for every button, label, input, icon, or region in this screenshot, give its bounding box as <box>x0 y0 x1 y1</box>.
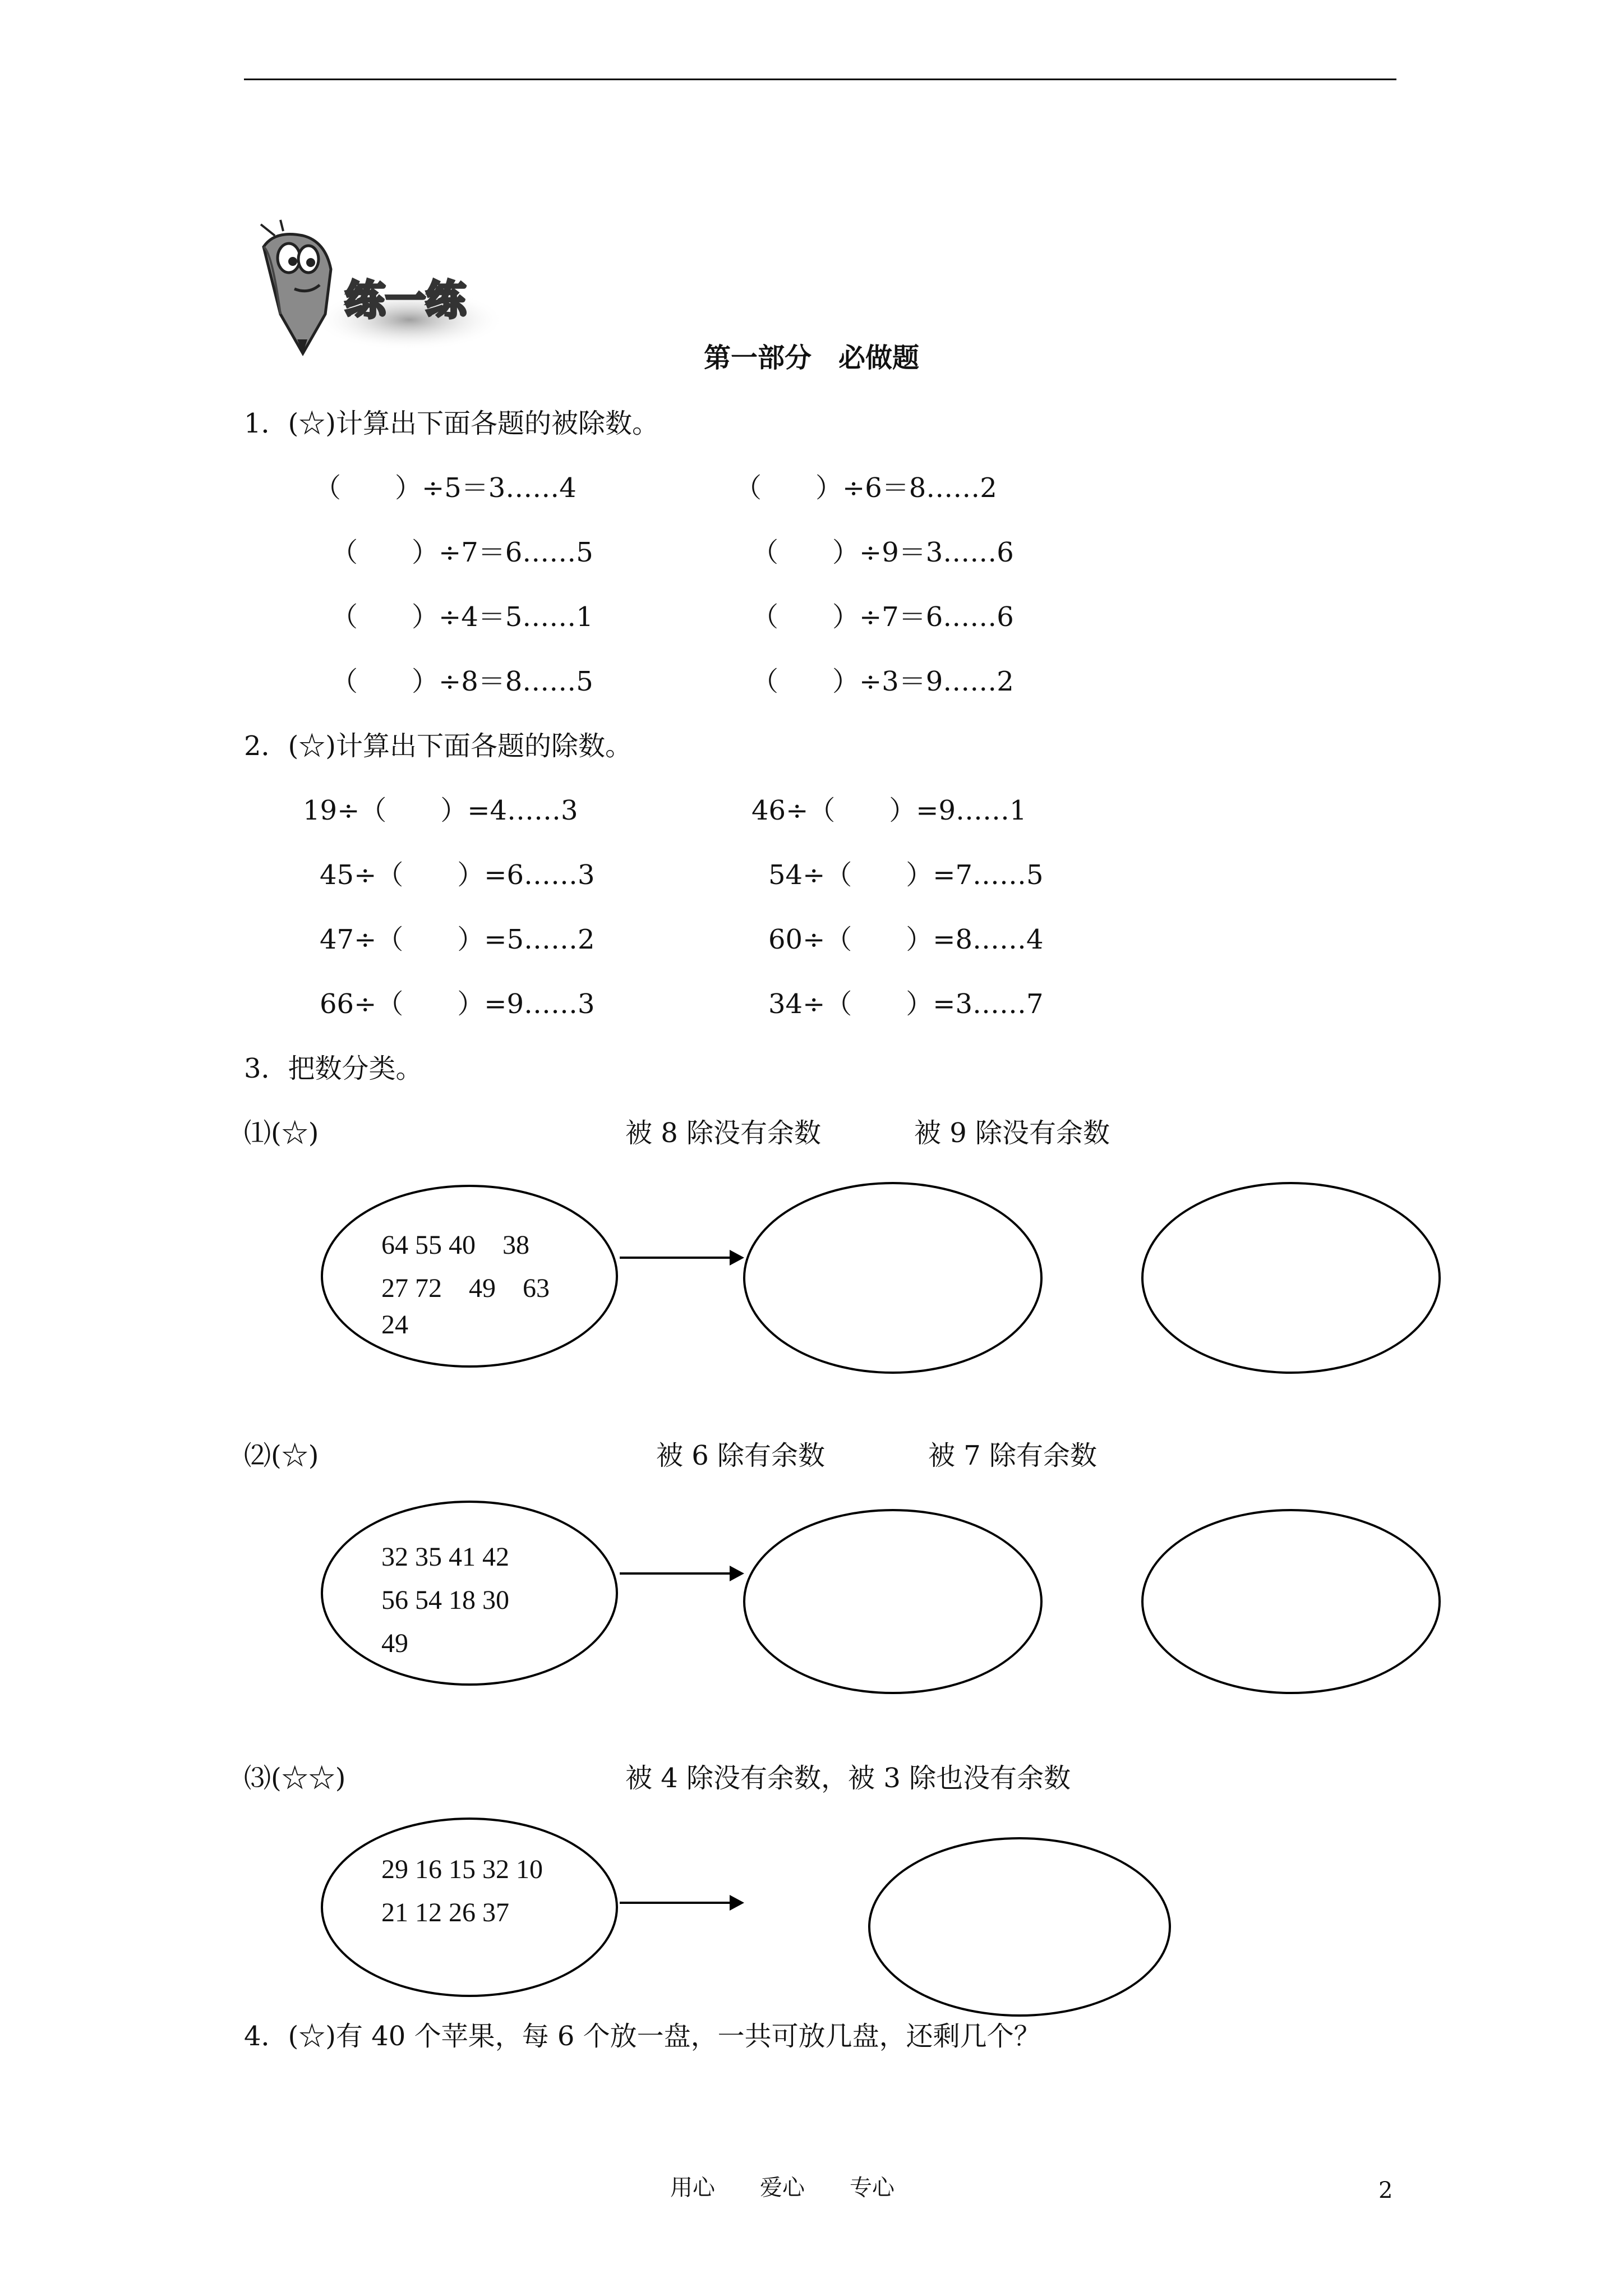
question-1-title: 1．(☆)计算出下面各题的被除数。 <box>244 408 659 439</box>
q2-item: 66÷（ ）=9……3 <box>320 988 595 1020</box>
number-group: 24 <box>381 1310 408 1340</box>
number-group: 49 <box>381 1628 408 1658</box>
q3-part-1-header-b: 被 9 除没有余数 <box>914 1117 1110 1149</box>
sort-arrow <box>620 1902 732 1904</box>
number-group: 56 54 18 30 <box>381 1585 509 1615</box>
answer-oval[interactable] <box>743 1182 1043 1374</box>
q2-item: 47÷（ ）=5……2 <box>320 924 595 955</box>
q1-item: （ ）÷6＝8……2 <box>735 472 997 504</box>
number-group: 32 35 41 42 <box>381 1542 509 1572</box>
sort-arrow <box>620 1572 732 1575</box>
q1-item: （ ）÷4＝5……1 <box>331 601 593 633</box>
number-group: 64 55 40 38 <box>381 1230 530 1260</box>
q2-item: 19÷（ ）=4……3 <box>303 795 578 826</box>
q3-part-2-header-a: 被 6 除有余数 <box>656 1440 826 1471</box>
q1-item: （ ）÷8＝8……5 <box>331 666 593 697</box>
q2-item: 34÷（ ）=3……7 <box>768 988 1044 1020</box>
answer-oval[interactable] <box>743 1509 1043 1694</box>
sort-arrow <box>620 1257 732 1259</box>
header-rule <box>244 79 1396 80</box>
q3-part-2-header-b: 被 7 除有余数 <box>928 1440 1098 1471</box>
footer-motto: 用心 爱心 专心 <box>670 2175 895 2201</box>
number-group: 21 12 26 37 <box>381 1898 509 1927</box>
section-title: 第一部分 必做题 <box>704 342 920 374</box>
number-group: 29 16 15 32 10 <box>381 1855 543 1884</box>
q2-item: 54÷（ ）=7……5 <box>768 859 1044 891</box>
q3-part-1-label: ⑴(☆) <box>244 1117 319 1149</box>
number-group: 27 72 49 63 <box>381 1273 550 1303</box>
q1-item: （ ）÷9＝3……6 <box>751 537 1014 568</box>
page-number: 2 <box>1378 2178 1393 2203</box>
answer-oval[interactable] <box>1141 1182 1441 1374</box>
q3-part-2-label: ⑵(☆) <box>244 1440 319 1471</box>
pencil-mascot-icon <box>241 219 505 370</box>
question-4-title: 4．(☆)有 40 个苹果，每 6 个放一盘，一共可放几盘，还剩几个？ <box>244 2021 1041 2052</box>
answer-oval[interactable] <box>1141 1509 1441 1694</box>
q1-item: （ ）÷7＝6……5 <box>331 537 593 568</box>
logo-text: 练一练 <box>345 277 467 324</box>
q2-item: 60÷（ ）=8……4 <box>768 924 1044 955</box>
answer-oval[interactable] <box>868 1837 1171 2017</box>
question-2-title: 2．(☆)计算出下面各题的除数。 <box>244 730 632 762</box>
q3-part-3-header: 被 4 除没有余数，被 3 除也没有余数 <box>625 1763 1071 1794</box>
q2-item: 46÷（ ）=9……1 <box>751 795 1027 826</box>
q1-item: （ ）÷3＝9……2 <box>751 666 1014 697</box>
q1-item: （ ）÷7＝6……6 <box>751 601 1014 633</box>
q1-item: （ ）÷5＝3……4 <box>314 472 577 504</box>
question-3-title: 3．把数分类。 <box>244 1053 423 1084</box>
practice-logo <box>241 219 505 372</box>
q3-part-1-header-a: 被 8 除没有余数 <box>625 1117 822 1149</box>
q2-item: 45÷（ ）=6……3 <box>320 859 595 891</box>
q3-part-3-label: ⑶(☆☆) <box>244 1763 346 1794</box>
